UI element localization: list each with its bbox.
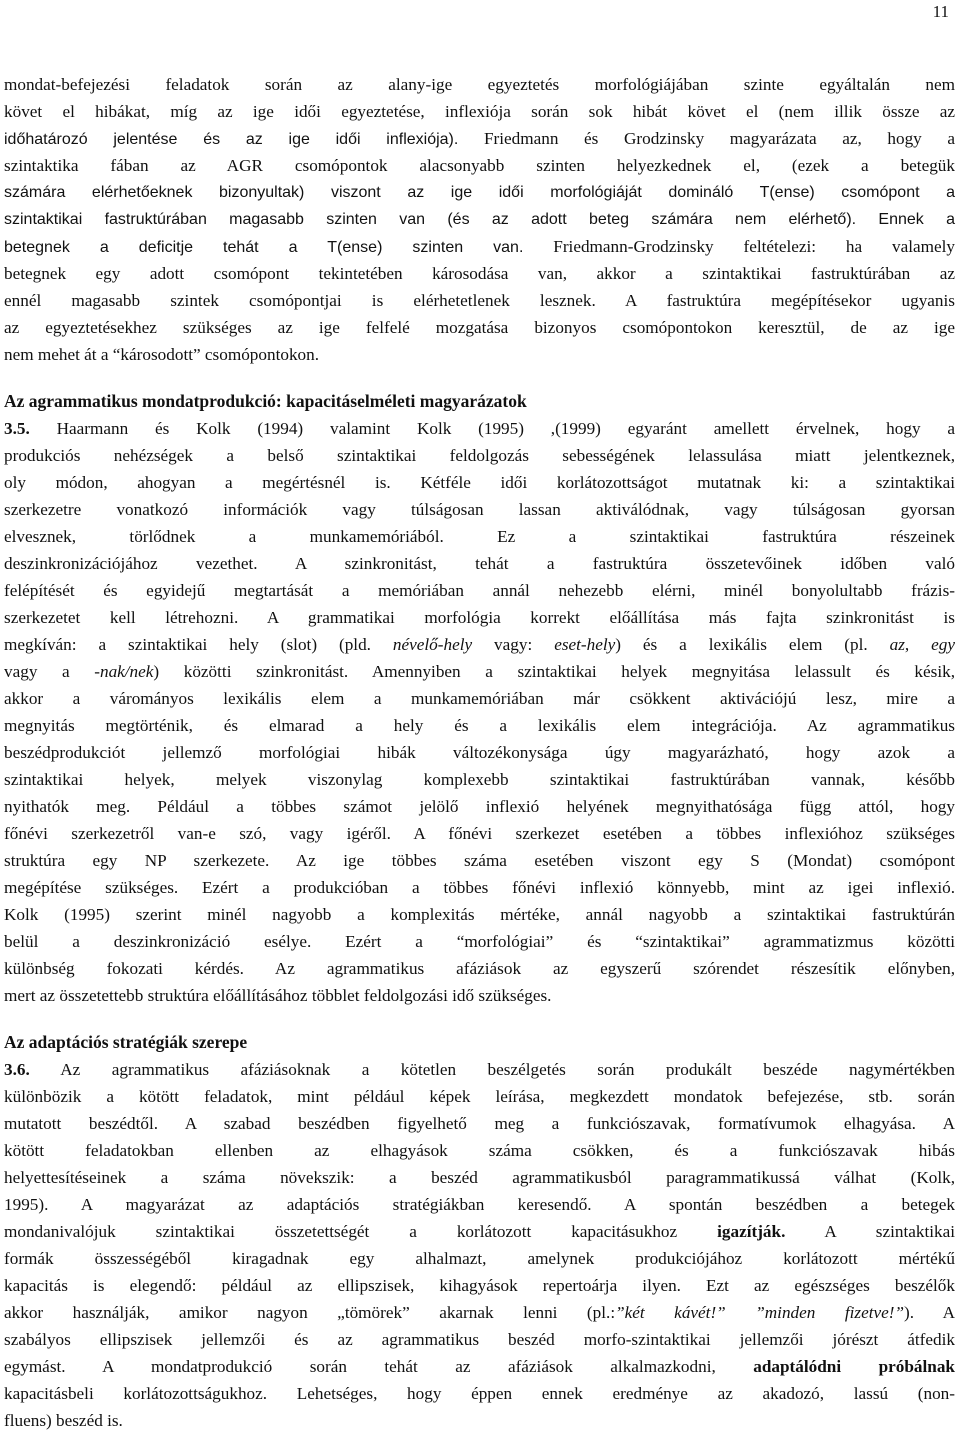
- text-line: [4, 1353, 955, 1380]
- text-line: nem mehet át a “károsodott” csomópontokon.: [4, 345, 320, 364]
- italic-quote: ”két kávét!” ”minden fizetve!”: [615, 1303, 905, 1322]
- text-line: szintaktikai fastruktúrában magasabb szinten van (és az adott beteg számára nem elérhető). Ennek a: [4, 211, 955, 228]
- text-line: kötött feladatokban ellenben az elhagyások száma csökken, és a funkciószavak hibás: [4, 1141, 955, 1160]
- text-line: deszinkronizációjához vezethet. A szinkronitást, tehát a fastruktúra összetevőinek időben való: [4, 554, 955, 573]
- text-line: szerkezetre vonatkozó információk vagy túlságosan lassan aktiválódnak, vagy túlságosan gyorsan: [4, 500, 955, 519]
- text-line: követ el hibákat, míg az ige idői egyeztetése, inflexiója során sok hibát követ el (nem illik össze az: [4, 102, 955, 121]
- text-line: struktúra egy NP szerkezete. Az ige többes száma esetében viszont egy S (Mondat) csomópont: [4, 851, 955, 870]
- text-segment: megkíván: a szintaktikai hely (slot) (pld.: [4, 635, 393, 654]
- italic-term: egy: [931, 635, 956, 654]
- text-line: [4, 415, 955, 442]
- section-number: 3.6.: [4, 1060, 30, 1079]
- italic-term: névelő-hely: [392, 635, 473, 654]
- italic-term: az: [889, 635, 905, 654]
- text-line: [4, 125, 955, 152]
- text-line: szintaktikai helyek, melyek viszonylag komplexebb szintaktikai fastruktúrában vannak, később: [4, 770, 955, 789]
- text-segment: ) közötti szinkronitást. Amennyiben a szintaktikai helyek megnyitása lelassult és késik,: [153, 662, 955, 681]
- text-line: betegnek egy adott csomópont tekintetében károsodása van, akkor a szintaktikai fastruktúrában az: [4, 264, 955, 283]
- paragraph-gap: [4, 1009, 955, 1029]
- italic-term: eset-hely: [554, 635, 616, 654]
- text-line: 1995). A magyarázat az adaptációs stratégiákban keresendő. A spontán beszédben a betegek: [4, 1195, 955, 1214]
- text-line: kapacitásbeli korlátozottságukhoz. Lehetséges, hogy éppen ennek eredménye az akadozó, lassú (non-: [4, 1384, 955, 1403]
- text-segment: A szintaktikai: [785, 1222, 956, 1241]
- document-body: [4, 71, 955, 1434]
- text-segment: Az agrammatikus afáziásoknak a kötetlen beszélgetés során produkált beszéde nagymértékben: [29, 1060, 955, 1079]
- text-line: számára elérhetőeknek bizonyultak) viszont az ige idői morfológiáját domináló T(ense) csomópont a: [4, 184, 955, 201]
- text-line: [4, 658, 955, 685]
- text-line: fluens) beszéd is.: [4, 1411, 123, 1430]
- text-segment: ) és a lexikális elem (pl.: [615, 635, 890, 654]
- text-line: szerkezetet kell létrehozni. A grammatikai morfológia korrekt előállítása más fajta szinkronitást is: [4, 608, 955, 627]
- text-segment: ,: [904, 635, 932, 654]
- text-segment: Friedmann és Grodzinsky magyarázata az, hogy a: [483, 129, 956, 148]
- text-line: különbség fokozati kérdés. Az agrammatikus afáziások az egyszerű szórendet részesítik előnyben,: [4, 959, 955, 978]
- text-segment: egymást. A mondatprodukció során tehát az afáziások alkalmazkodni,: [4, 1357, 754, 1376]
- text-segment: Friedmann-Grodzinsky feltételezi: ha valamely: [553, 237, 956, 256]
- text-segment: vagy a -: [4, 662, 100, 681]
- paragraph-friedmann: [4, 71, 955, 368]
- text-line: felépítését és egyidejű megtartását a memóriában annál nehezebb elérni, minél bonyolultabb frázis-: [4, 581, 955, 600]
- text-line: szintaktika fában az AGR csomópontok alacsonyabb szinten helyezkednek el, (ezek a betegük: [4, 156, 955, 175]
- text-line: nyithatók meg. Például a többes számot jelölő inflexió helyének megnyithatósága függ attól, hogy: [4, 797, 955, 816]
- text-line: mutatott beszédtől. A szabad beszédben figyelhető meg a funkciószavak, formatívumok elhagyása. A: [4, 1114, 955, 1133]
- text-line: [4, 1056, 955, 1083]
- text-segment: akkor használják, amikor nagyon „tömörek” akarnak lenni (pl.:: [4, 1303, 616, 1322]
- text-segment: vagy:: [472, 635, 555, 654]
- bold-term: igazítják.: [717, 1222, 786, 1241]
- text-line: formák összességéből kiragadnak egy alhalmazt, amelynek produkciójához korlátozott mértékű: [4, 1249, 955, 1268]
- text-line: akkor a várományos lexikális elem a munkamemóriában már csökkent aktivációjú lesz, mire a: [4, 689, 955, 708]
- text-line: kapacitás is elegendő: például az ellipszisek, kihagyások repertoárja ilyen. Ezt az egészséges beszélők: [4, 1276, 955, 1295]
- text-line: produkciós nehézségek a belső szintaktikai feldolgozás sebességének lelassulása miatt jelentkeznek,: [4, 446, 955, 465]
- text-line: oly módon, ahogyan a megértésnél is. Kétféle idői korlátozottságot mutatnak ki: a szintaktikai: [4, 473, 955, 492]
- paragraph-gap: [4, 368, 955, 388]
- text-line: [4, 1299, 955, 1326]
- section-heading: Az agrammatikus mondatprodukció: kapacitáselméleti magyarázatok: [4, 391, 527, 411]
- text-line: helyettesítéseinek a száma növekszik: a beszéd agrammatikusból paragrammatikussá válhat (Kolk,: [4, 1168, 955, 1187]
- text-line: belül a deszinkronizáció esélye. Ezért a “morfológiai” és “szintaktikai” agrammatizmus közötti: [4, 932, 955, 951]
- text-segment: betegnek a deficitje tehát a T(ense) szinten van.: [4, 239, 524, 256]
- text-line: az egyeztetésekhez szükséges az ige felfelé mozgatása bizonyos csomópontokon keresztül, de az ige: [4, 318, 955, 337]
- italic-term: nak/nek: [99, 662, 154, 681]
- text-line: megépítése szükséges. Ezért a produkcióban a többes főnévi inflexió könnyebb, mint az igei inflexió.: [4, 878, 955, 897]
- paragraph-adaptacio: [4, 1056, 955, 1434]
- text-line: szabályos ellipszisek jellemzői és az agrammatikus beszéd morfo-szintaktikai jellemzői jórészt átfedik: [4, 1330, 955, 1349]
- text-line: mondat-befejezési feladatok során az alany-ige egyeztetés morfológiájában szinte egyáltalán nem: [4, 75, 955, 94]
- section-number: 3.5.: [4, 419, 30, 438]
- text-line: mert az összetettebb struktúra előállításához többlet feldolgozási idő szükséges.: [4, 986, 552, 1005]
- text-segment: időhatározó jelentése és az ige idői inflexiója).: [4, 131, 459, 148]
- bold-term: adaptálódni próbálnak: [753, 1357, 955, 1376]
- text-line: Kolk (1995) szerint minél nagyobb a komplexitás mértéke, annál nagyobb a szintaktikai fastruktúrán: [4, 905, 955, 924]
- text-line: megnyitás megtörténik, és elmarad a hely és a lexikális elem integrációja. Az agrammatikus: [4, 716, 955, 735]
- text-line: különbözik a kötött feladatok, mint például képek leírása, megkezdett mondatok befejezése, stb. során: [4, 1087, 955, 1106]
- text-line: [4, 1218, 955, 1245]
- text-line: [4, 631, 955, 658]
- text-line: [4, 233, 955, 260]
- text-segment: ). A: [904, 1303, 955, 1322]
- paragraph-kapacitas: [4, 415, 955, 1009]
- text-segment: Haarmann és Kolk (1994) valamint Kolk (1995) ,(1999) egyaránt amellett érvelnek, hogy a: [29, 419, 955, 438]
- text-line: elvesznek, törlődnek a munkamemóriából. Ez a szintaktikai fastruktúra részeinek: [4, 527, 955, 546]
- text-segment: mondanivalójuk szintaktikai összetettségét a korlátozott kapacitásukhoz: [4, 1222, 718, 1241]
- text-line: beszédprodukciót jellemző morfológiai hibák változékonysága úgy magyarázható, hogy azok a: [4, 743, 955, 762]
- text-line: főnévi szerkezetről van-e szó, vagy igéről. A főnévi szerkezet esetében a többes inflexióhoz szükséges: [4, 824, 955, 843]
- section-heading: Az adaptációs stratégiák szerepe: [4, 1032, 248, 1052]
- page-number: 11: [932, 2, 949, 21]
- text-line: ennél magasabb szintek csomópontjai is elérhetetlenek lesznek. A fastruktúra megépítésekor ugyanis: [4, 291, 955, 310]
